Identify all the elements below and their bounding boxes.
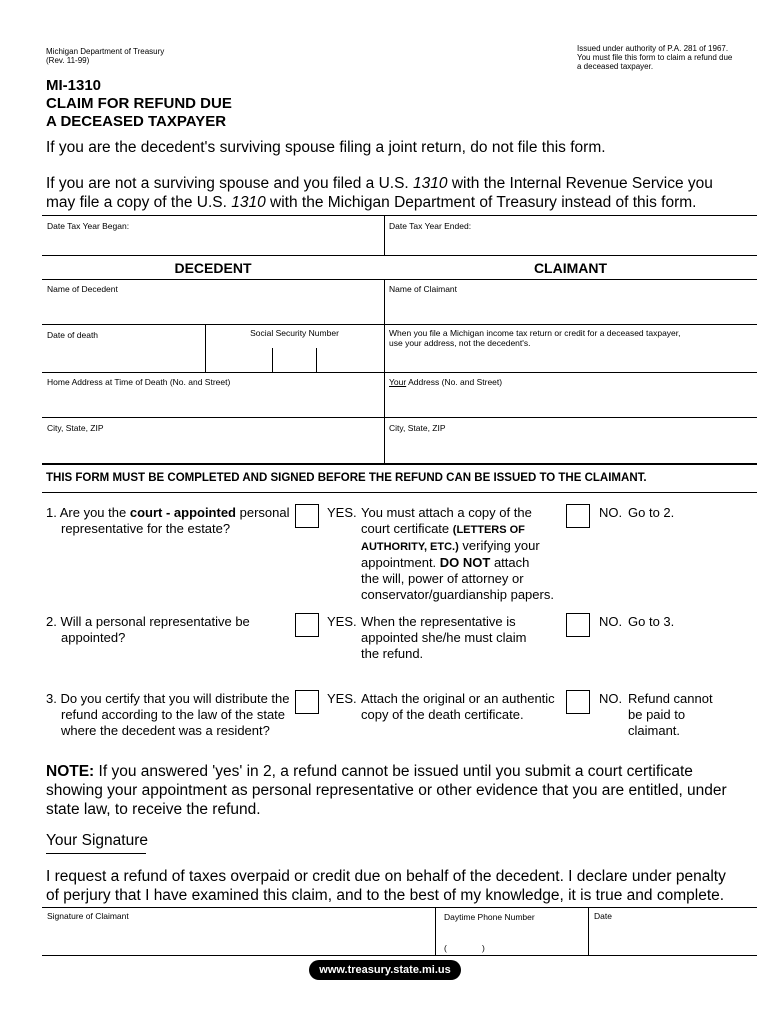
q3-yes-checkbox[interactable] <box>295 690 319 714</box>
revision: (Rev. 11-99) <box>46 56 90 65</box>
note-line: When you file a Michigan income tax return or credit for a deceased taxpayer, <box>389 328 681 338</box>
q2-no-checkbox[interactable] <box>566 613 590 637</box>
q-text: You must attach a copy of the <box>361 505 532 520</box>
form-title-line1: CLAIM FOR REFUND DUE <box>46 95 232 112</box>
q-text: appointment. <box>361 555 440 570</box>
q2-no-label: NO. <box>599 614 623 629</box>
form-title-line2: A DECEASED TAXPAYER <box>46 113 227 130</box>
date-of-death-label: Date of death <box>47 330 99 340</box>
agency-name: Michigan Department of Treasury <box>46 47 165 56</box>
q1-no-checkbox[interactable] <box>566 504 590 528</box>
phone-paren-open: ( <box>444 943 447 953</box>
question-1 <box>46 505 296 537</box>
authority-line: Issued under authority of P.A. 281 of 1967. <box>577 44 729 53</box>
q-text: Attach the original or an authentic <box>361 691 555 706</box>
claimant-address-note <box>389 328 754 348</box>
ssn-label: Social Security Number <box>250 328 339 338</box>
q-text: attach <box>490 555 530 570</box>
decedent-city-field[interactable] <box>42 435 384 462</box>
completion-banner: THIS FORM MUST BE COMPLETED AND SIGNED BEFORE THE REFUND CAN BE ISSUED TO THE CLAIMANT. <box>46 472 647 484</box>
q-text: representative for the estate? <box>61 521 231 536</box>
decedent-city-label: City, State, ZIP <box>47 423 104 433</box>
q-text: 2. Will a personal representative be <box>46 614 250 629</box>
q3-yes-label: YES. <box>327 691 357 706</box>
signature-heading: Your Signature <box>46 832 148 849</box>
intro-text: with the Internal Revenue Service you <box>447 175 713 192</box>
phone-paren-close: ) <box>482 943 485 953</box>
signature-field[interactable] <box>42 922 434 954</box>
q-text: court certificate <box>361 521 450 536</box>
q3-no-label: NO. <box>599 691 623 706</box>
intro-federal-1310 <box>46 174 766 212</box>
rule <box>42 907 757 908</box>
q-text: claimant. <box>628 723 681 738</box>
your-emphasis: Your <box>389 377 407 387</box>
q1-no-text: Go to 2. <box>628 505 675 520</box>
intro-text: with the Michigan Department of Treasury instead of this form. <box>265 194 697 211</box>
phone-label: Daytime Phone Number <box>444 912 535 922</box>
q-text: 3. Do you certify that you will distribute the <box>46 691 290 706</box>
claimant-city-field[interactable] <box>385 435 757 462</box>
claimant-name-field[interactable] <box>385 296 757 323</box>
question-3 <box>46 691 296 739</box>
q-text: be paid to <box>628 707 686 722</box>
q-emphasis: DO NOT <box>439 555 491 570</box>
q2-no-text: Go to 3. <box>628 614 675 629</box>
q-text: When the representative is <box>361 614 516 629</box>
q3-yes-text <box>361 691 566 723</box>
form-number: MI-1310 <box>46 77 102 94</box>
q-emphasis: court - appointed <box>129 505 237 520</box>
authority-line: a deceased taxpayer. <box>577 62 654 71</box>
signature-label: Signature of Claimant <box>47 911 129 921</box>
phone-field[interactable] <box>436 924 587 954</box>
q-text: where the decedent was a resident? <box>61 723 270 738</box>
decedent-address-label: Home Address at Time of Death (No. and Street) <box>47 377 231 387</box>
tax-year-began-label: Date Tax Year Began: <box>47 221 130 231</box>
q-text: appointed she/he must claim <box>361 630 527 645</box>
q2-yes-checkbox[interactable] <box>295 613 319 637</box>
q-text: the refund. <box>361 646 424 661</box>
rule <box>42 492 757 493</box>
q-text: verifying your <box>458 538 540 553</box>
q-text: 1. Are you the <box>46 505 130 520</box>
ssn-field[interactable] <box>206 342 383 371</box>
claimant-city-label: City, State, ZIP <box>389 423 446 433</box>
rule <box>42 955 757 956</box>
q1-yes-text <box>361 505 561 603</box>
q3-no-text <box>628 691 753 739</box>
authority-line: You must file this form to claim a refund due <box>577 53 733 62</box>
claimant-name-label: Name of Claimant <box>389 284 458 294</box>
q-emphasis: AUTHORITY, ETC.) <box>361 541 459 553</box>
note-line: use your address, not the decedent's. <box>389 338 531 348</box>
intro-text: If you are not a surviving spouse and you filed a U.S. <box>46 175 414 192</box>
note-text: showing your appointment as personal representative or other evidence that you are entitled, under <box>46 782 727 799</box>
q-text: copy of the death certificate. <box>361 707 524 722</box>
decedent-name-field[interactable] <box>42 296 384 323</box>
address-label-text: Address (No. and Street) <box>406 377 503 387</box>
date-field[interactable] <box>589 922 757 954</box>
q-text: refund according to the law of the state <box>61 707 286 722</box>
intro-form-number: 1310 <box>231 194 266 211</box>
claimant-heading: CLAIMANT <box>533 260 608 276</box>
q-text: appointed? <box>61 630 126 645</box>
q-text: conservator/guardianship papers. <box>361 587 554 602</box>
intro-spouse: If you are the decedent's surviving spouse filing a joint return, do not file this form. <box>46 139 606 156</box>
q3-no-checkbox[interactable] <box>566 690 590 714</box>
q-text: the will, power of attorney or <box>361 571 524 586</box>
note-text: If you answered 'yes' in 2, a refund cannot be issued until you submit a court certificate <box>94 763 693 780</box>
note-paragraph <box>46 762 766 819</box>
rule <box>42 417 757 418</box>
declaration-text: I request a refund of taxes overpaid or credit due on behalf of the decedent. I declare under penalty <box>46 868 726 885</box>
rule <box>42 372 757 373</box>
rule <box>46 853 146 854</box>
q-emphasis: (LETTERS OF <box>452 524 525 536</box>
tax-year-ended-label: Date Tax Year Ended: <box>389 221 472 231</box>
intro-form-number: 1310 <box>413 175 448 192</box>
q2-yes-text <box>361 614 561 662</box>
declaration <box>46 867 766 905</box>
decedent-address-field[interactable] <box>42 389 384 416</box>
q2-yes-label: YES. <box>327 614 357 629</box>
authority-note <box>577 44 757 71</box>
q1-yes-label: YES. <box>327 505 357 520</box>
rule <box>42 324 757 325</box>
q1-no-label: NO. <box>599 505 623 520</box>
claimant-address-field[interactable] <box>385 389 757 416</box>
treasury-url-link[interactable]: www.treasury.state.mi.us <box>309 960 461 980</box>
claimant-address-label <box>389 377 502 387</box>
question-2 <box>46 614 296 646</box>
declaration-text: of perjury that I have examined this claim, and to the best of my knowledge, it is true and complete. <box>46 887 725 904</box>
decedent-heading: DECEDENT <box>174 260 252 276</box>
q-text: Refund cannot <box>628 691 713 706</box>
note-text: state law, to receive the refund. <box>46 801 261 818</box>
date-label: Date <box>594 911 612 921</box>
note-label: NOTE: <box>46 763 95 780</box>
q-text: personal <box>236 505 290 520</box>
date-of-death-field[interactable] <box>42 342 204 371</box>
intro-text: may file a copy of the U.S. <box>46 194 232 211</box>
decedent-name-label: Name of Decedent <box>47 284 118 294</box>
rule <box>42 463 757 465</box>
rule <box>42 215 757 216</box>
q1-yes-checkbox[interactable] <box>295 504 319 528</box>
